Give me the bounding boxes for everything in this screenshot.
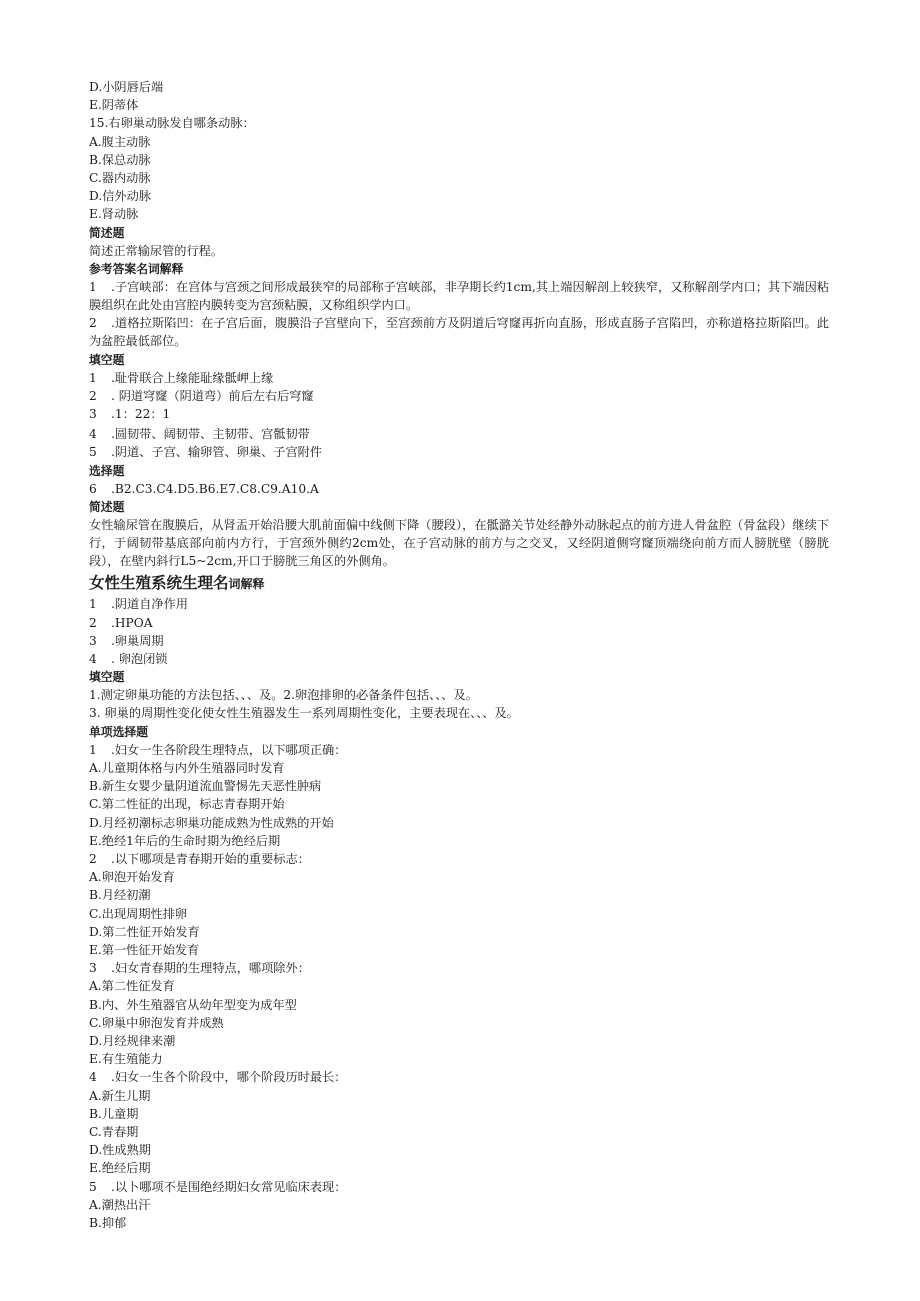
option-text: E.绝经后期 <box>89 1161 151 1176</box>
option-text: B.内、外生殖器官从幼年型变为成年型 <box>89 997 297 1012</box>
document-page <box>89 78 829 1232</box>
item-number: 3 <box>89 633 97 648</box>
item-number: 5 <box>89 1179 97 1194</box>
term-text: .阴道自净作用 <box>111 597 188 612</box>
fill-question: 1.测定卵巢功能的方法包括、、、及。2.卵泡排卵的必备条件包括、、、及。 <box>89 688 478 703</box>
term-explanation <box>89 278 829 314</box>
section-heading: 填空题 <box>89 670 125 685</box>
term-item <box>89 614 829 632</box>
section-heading: 填空题 <box>89 352 125 367</box>
item-number: 3 <box>89 407 97 422</box>
term-text: .卵巢周期 <box>111 633 164 648</box>
term-text: .HPOA <box>111 615 153 630</box>
term-text: .子宫峡部：在宫体与宫颈之间形成最狭窄的局部称子宫峡部，非孕期长约1cm,其上端因解剖上较狭窄，又称解剖学内口；其下端因粘膜组织在此处由宫腔内膜转变为宫颈粘膜，又称组织学内口。 <box>89 279 829 313</box>
item-number: 1 <box>89 597 97 612</box>
option-text: D.小阴唇后端 <box>89 80 164 94</box>
option-text: A.卵泡开始发育 <box>89 870 175 885</box>
question-text: 15.右卵巢动脉发自哪条动脉： <box>89 116 255 131</box>
option-text: C.出现周期性排卵 <box>89 906 188 921</box>
option-text: A.第二性征发育 <box>89 979 175 994</box>
section-heading: 简述题 <box>89 225 125 240</box>
option-text: B.月经初潮 <box>89 888 151 903</box>
fill-question: 3. 卵巢的周期性变化使女性生殖器发生一系列周期性变化，主要表现在、、、及。 <box>89 706 519 721</box>
option-text: E.有生殖能力 <box>89 1052 163 1067</box>
item-number: 2 <box>89 316 97 331</box>
question-stem: .妇女青春期的生理特点，哪项除外： <box>111 961 310 976</box>
item-number: 1 <box>89 370 97 385</box>
option-text: D.第二性征开始发育 <box>89 924 200 939</box>
question-text <box>89 850 829 868</box>
choice-answer <box>89 480 829 498</box>
option-text: A.腹主动脉 <box>89 134 151 149</box>
item-number: 4 <box>89 652 97 667</box>
answers-heading: 参考答案名词解释 <box>89 261 184 276</box>
option-text: C.器内动脉 <box>89 171 151 186</box>
section-heading: 选择题 <box>89 463 125 478</box>
fill-answer <box>89 443 829 461</box>
option-text: D.月经规律来潮 <box>89 1033 176 1048</box>
fill-answer <box>89 425 829 443</box>
term-text: .道格拉斯陷凹：在子宫后面，腹膜沿子宫壁向下，至宫颈前方及阴道后穹窿再折向直肠，形成直肠子宫陷凹，亦称道格拉斯陷凹。此为盆腔最低部位。 <box>89 316 829 349</box>
option-text: D.月经初潮标志卵巢功能成熟为性成熟的开始 <box>89 815 334 830</box>
section-heading: 单项选择题 <box>89 724 148 739</box>
answer-text: . 阴道穹窿（阴道弯）前后左右后穹窿 <box>111 388 314 403</box>
option-text: C.青春期 <box>89 1124 139 1139</box>
item-number: 5 <box>89 445 97 460</box>
option-text: E.第一性征开始发育 <box>89 942 200 957</box>
question-text <box>89 1178 829 1196</box>
option-text: A.潮热出汗 <box>89 1197 151 1212</box>
item-number: 4 <box>89 1070 97 1085</box>
question-stem: .以下哪项是青春期开始的重要标志： <box>111 851 310 866</box>
answer-text: .B2.C3.C4.D5.B6.E7.C8.C9.A10.A <box>111 481 319 496</box>
option-text: D.性成熟期 <box>89 1143 151 1158</box>
term-item <box>89 595 829 613</box>
option-text: E.肾动脉 <box>89 207 139 222</box>
item-number: 6 <box>89 481 97 496</box>
question-stem: .以卜哪项不是围绝经期妇女常见临床表现： <box>111 1179 347 1194</box>
question-stem: .妇女一生各阶段生理特点，以下哪项正确： <box>111 742 347 757</box>
option-text: C.卵巢中卵泡发育并成熟 <box>89 1015 224 1030</box>
question-text <box>89 1068 829 1086</box>
term-item <box>89 650 829 668</box>
item-number: 1 <box>89 279 97 294</box>
option-text: A.儿童期体格与内外生殖器同时发育 <box>89 760 285 775</box>
chapter-title <box>89 572 829 595</box>
item-number: 1 <box>89 742 97 757</box>
fill-answer <box>89 369 829 387</box>
answer-text: .1：22：1 <box>111 407 171 422</box>
question-text <box>89 741 829 759</box>
item-number: 3 <box>89 961 97 976</box>
short-answer-text: 女性输尿管在腹膜后，从肾盂开始沿腰大肌前面偏中线侧下降（腰段），在骶潞关节处经静外动脉起点的前方进人骨盆腔（骨盆段）继续下行，于阔韧带基底部向前内方行，于宫颈外侧约2cm处，在子宫动脉的前方与之交叉，又经阴道侧穹窿顶端绕向前方而人膀胱壁（膀胱段），在壁内斜行L5~2cm,开口于膀胱三角区的外侧角。 <box>89 517 829 569</box>
fill-answer <box>89 405 829 423</box>
option-text: B.抑郁 <box>89 1215 127 1230</box>
answer-text: .耻骨联合上缘能耻缘骶岬上缘 <box>111 370 274 385</box>
option-text: A.新生儿期 <box>89 1088 151 1103</box>
option-text: B.保总动脉 <box>89 152 151 167</box>
term-item <box>89 632 829 650</box>
item-number: 2 <box>89 615 97 630</box>
option-text: D.信外动脉 <box>89 189 151 204</box>
item-number: 2 <box>89 851 97 866</box>
answer-text: .阴道、子宫、输卵管、卵巢、子宫附件 <box>111 445 323 460</box>
option-text: B.新生女婴少量阴道流血警惕先天恶性肿病 <box>89 779 322 794</box>
option-text: E.阴蒂体 <box>89 98 139 113</box>
fill-answer <box>89 387 829 405</box>
question-text: 简述正常输尿管的行程。 <box>89 243 224 258</box>
question-text <box>89 959 829 977</box>
option-text: B.儿童期 <box>89 1106 139 1121</box>
answer-text: .圆韧带、阔韧带、主韧带、宫骶韧带 <box>111 427 310 442</box>
option-text: E.绝经1年后的生命时期为绝经后期 <box>89 833 281 848</box>
item-number: 4 <box>89 427 97 442</box>
question-stem: .妇女一生各个阶段中，哪个阶段历时最长： <box>111 1070 347 1085</box>
term-explanation <box>89 314 829 350</box>
chapter-title-main: 女性生殖系统生理名 <box>89 574 229 593</box>
section-heading: 简述题 <box>89 499 125 514</box>
term-text: . 卵泡闭锁 <box>111 652 168 667</box>
chapter-title-sub: 词解释 <box>228 577 265 592</box>
option-text: C.第二性征的出现，标志青春期开始 <box>89 797 285 812</box>
item-number: 2 <box>89 388 97 403</box>
